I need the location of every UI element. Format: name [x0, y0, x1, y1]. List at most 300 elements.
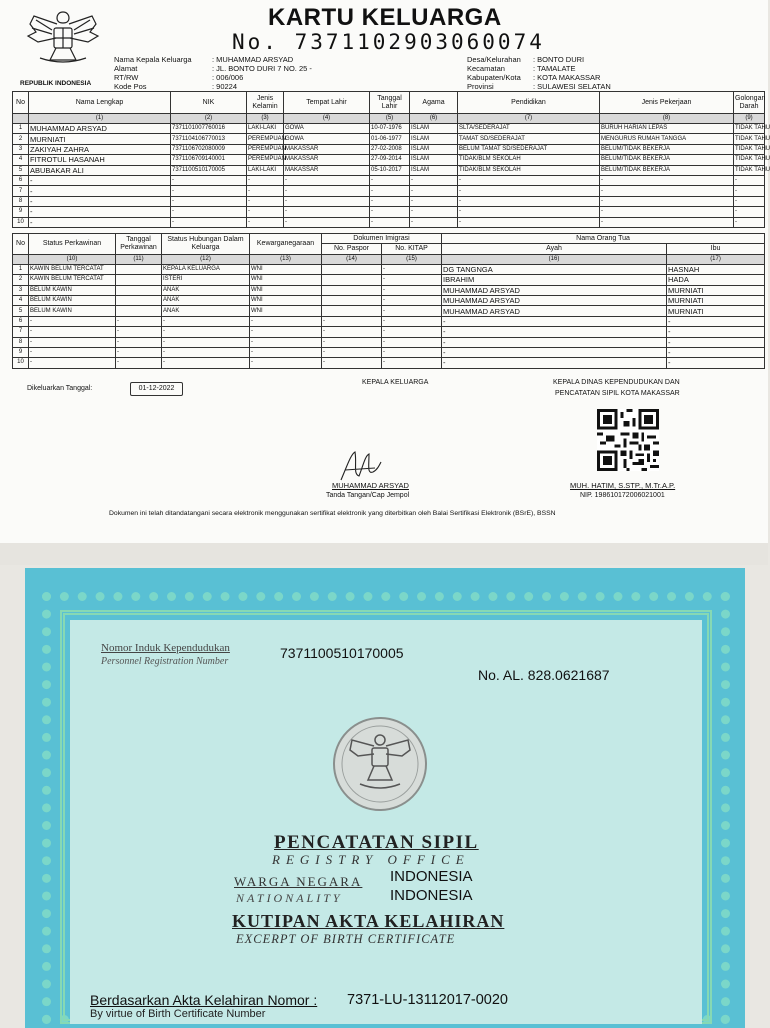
nik-label: Nomor Induk Kependudukan	[101, 642, 230, 654]
table-cell: 6	[13, 175, 29, 185]
col-number: (4)	[284, 114, 370, 124]
garuda-seal-icon	[330, 714, 430, 814]
field-value: : 90224	[212, 82, 238, 91]
table-cell: -	[600, 196, 734, 206]
table-cell: -	[162, 337, 250, 347]
table-cell: WNI	[250, 275, 322, 285]
table-cell: -	[370, 175, 410, 185]
table-cell: ZAKIYAH ZAHRA	[29, 144, 171, 154]
table-cell: -	[116, 337, 162, 347]
table-cell: 9	[13, 207, 29, 217]
col-number: (13)	[250, 254, 322, 264]
table-row	[13, 175, 765, 185]
official-name: MUH. HATIM, S.STP., M.Tr.A.P.	[570, 481, 676, 490]
table-cell: -	[410, 207, 458, 217]
table-row	[13, 144, 765, 154]
issued-label: Dikeluarkan Tanggal:	[27, 385, 93, 392]
table-cell: -	[382, 358, 442, 368]
table-cell: GOWA	[284, 134, 370, 144]
field-label: Nama Kepala Keluarga	[114, 55, 192, 64]
table-cell: -	[116, 347, 162, 357]
table-cell: TIDAK TAHU	[734, 124, 765, 134]
republic-label: REPUBLIK INDONESIA	[20, 80, 92, 87]
col-number: (5)	[370, 114, 410, 124]
table-cell: 27-09-2014	[370, 155, 410, 165]
table-row	[13, 275, 765, 285]
table-cell: -	[247, 217, 284, 227]
col-header: Golongan Darah	[734, 92, 765, 114]
table-cell	[322, 275, 382, 285]
table-cell: -	[600, 186, 734, 196]
akta-number: 7371-LU-13112017-0020	[347, 992, 508, 1008]
table-cell: IBRAHIM	[442, 275, 667, 285]
col-header: No	[13, 92, 29, 114]
official-nip: NIP. 198610172006021001	[580, 492, 665, 499]
table-cell: 5	[13, 165, 29, 175]
al-number: No. AL. 828.0621687	[478, 667, 610, 683]
table-cell: -	[370, 207, 410, 217]
table-cell: MUHAMMAD ARSYAD	[442, 295, 667, 305]
header-right-labels	[467, 55, 537, 91]
table-row	[13, 295, 765, 305]
table-cell: -	[458, 217, 600, 227]
table-cell: 2	[13, 134, 29, 144]
table-cell: -	[734, 196, 765, 206]
table-cell: TIDAK TAHU	[734, 155, 765, 165]
table-cell: -	[370, 186, 410, 196]
col-header: Tempat Lahir	[284, 92, 370, 114]
kutipan-title: KUTIPAN AKTA KELAHIRAN	[232, 911, 505, 931]
table-cell: KAWIN BELUM TERCATAT	[29, 275, 116, 285]
nik-value: 7371100510170005	[280, 645, 404, 661]
table-cell	[116, 295, 162, 305]
col-header-paspor: No. Paspor	[322, 244, 382, 254]
table-cell	[116, 306, 162, 316]
table-cell: -	[382, 306, 442, 316]
table-cell: -	[382, 337, 442, 347]
table-cell: SLTA/SEDERAJAT	[458, 124, 600, 134]
table-cell: -	[667, 347, 765, 357]
field-value: : 006/006	[212, 73, 244, 82]
table-cell: BURUH HARIAN LEPAS	[600, 124, 734, 134]
table-cell: -	[284, 196, 370, 206]
col-header: Nama Lengkap	[29, 92, 171, 114]
col-header-tanggal: Tanggal Perkawinan	[116, 234, 162, 255]
table-cell: -	[442, 327, 667, 337]
table-cell: 9	[13, 347, 29, 357]
table-cell: BELUM/TIDAK BEKERJA	[600, 165, 734, 175]
table-cell: -	[734, 217, 765, 227]
table-cell: -	[247, 186, 284, 196]
table-cell: -	[370, 217, 410, 227]
table-cell: -	[116, 327, 162, 337]
table-cell: -	[322, 337, 382, 347]
table-cell: -	[162, 316, 250, 326]
table-cell: -	[162, 358, 250, 368]
table-cell: WNI	[250, 264, 322, 274]
table-cell: -	[162, 327, 250, 337]
col-header: NIK	[171, 92, 247, 114]
garuda-emblem-icon	[22, 6, 104, 68]
table-cell: ISLAM	[410, 165, 458, 175]
table-row	[13, 155, 765, 165]
table-cell: 05-10-2017	[370, 165, 410, 175]
field-label: Alamat	[114, 64, 138, 73]
table-cell: MENGURUS RUMAH TANGGA	[600, 134, 734, 144]
table-row	[13, 316, 765, 326]
col-header-kitap: No. KITAP	[382, 244, 442, 254]
table-cell: ISTERI	[162, 275, 250, 285]
table-cell: -	[410, 196, 458, 206]
table-cell: 3	[13, 144, 29, 154]
table-cell: TAMAT SD/SEDERAJAT	[458, 134, 600, 144]
signature-icon	[335, 446, 385, 486]
table-row	[13, 165, 765, 175]
table-cell: 1	[13, 264, 29, 274]
table-cell: -	[250, 316, 322, 326]
table-cell: BELUM KAWIN	[29, 306, 116, 316]
table-cell: BELUM/TIDAK BEKERJA	[600, 144, 734, 154]
field-value: : JL. BONTO DURI 7 NO. 25 -	[212, 64, 312, 73]
table-cell: -	[29, 347, 116, 357]
table-cell: 27-02-2008	[370, 144, 410, 154]
table-cell: -	[382, 275, 442, 285]
table-cell: LAKI-LAKI	[247, 124, 284, 134]
table-cell: MUHAMMAD ARSYAD	[442, 306, 667, 316]
table-row	[13, 207, 765, 217]
warga-label: WARGA NEGARA	[234, 874, 363, 889]
col-number: (3)	[247, 114, 284, 124]
table-cell: -	[667, 337, 765, 347]
nik-label-en: Personnel Registration Number	[101, 656, 229, 667]
col-number: (9)	[734, 114, 765, 124]
table-cell: PEREMPUAN	[247, 134, 284, 144]
table-cell: -	[382, 295, 442, 305]
table-row	[13, 337, 765, 347]
header-left-values	[212, 55, 412, 91]
col-header: Jenis Pekerjaan	[600, 92, 734, 114]
table-cell: KEPALA KELUARGA	[162, 264, 250, 274]
table-cell: TIDAK/BLM SEKOLAH	[458, 165, 600, 175]
table-cell: ANAK	[162, 295, 250, 305]
field-value: : BONTO DURI	[533, 55, 585, 64]
field-value: : TAMALATE	[533, 64, 576, 73]
table-cell: -	[162, 347, 250, 357]
table-cell: -	[247, 196, 284, 206]
field-value: : MUHAMMAD ARSYAD	[212, 55, 294, 64]
table-cell: ISLAM	[410, 124, 458, 134]
table-cell: -	[284, 186, 370, 196]
table-cell: -	[734, 175, 765, 185]
col-header-no: No	[13, 234, 29, 255]
table-cell	[116, 264, 162, 274]
footer-note: Dokumen ini telah ditandatangani secara elektronik menggunakan sertifikat elektronik yang diterbitkan oleh Balai Sertifikasi Elektronik (BSrE), BSSN	[109, 510, 556, 517]
table-cell: TIDAK/BLM SEKOLAH	[458, 155, 600, 165]
family-members-table	[12, 91, 770, 228]
table-cell: -	[29, 217, 171, 227]
col-header-status: Status Perkawinan	[29, 234, 116, 255]
field-label: RT/RW	[114, 73, 139, 82]
table-cell: 10-07-1976	[370, 124, 410, 134]
table-cell: -	[442, 316, 667, 326]
table-cell: -	[600, 207, 734, 217]
kepala-keluarga-label: KEPALA KELUARGA	[362, 379, 429, 386]
table-cell: ANAK	[162, 285, 250, 295]
table-cell: KAWIN BELUM TERCATAT	[29, 264, 116, 274]
table-cell: -	[370, 196, 410, 206]
table-cell: ISLAM	[410, 155, 458, 165]
table-cell: -	[250, 347, 322, 357]
table-cell: WNI	[250, 306, 322, 316]
col-number: (12)	[162, 254, 250, 264]
table-cell: -	[171, 175, 247, 185]
table-cell: -	[734, 186, 765, 196]
col-header: Pendidikan	[458, 92, 600, 114]
family-status-table	[12, 233, 765, 369]
table-cell	[116, 275, 162, 285]
table-cell: -	[667, 358, 765, 368]
table-row	[13, 327, 765, 337]
table-cell: -	[410, 186, 458, 196]
field-label: Desa/Kelurahan	[467, 55, 521, 64]
table-cell: -	[442, 358, 667, 368]
table-cell: DG TANGNGA	[442, 264, 667, 274]
table-cell: ISLAM	[410, 144, 458, 154]
table-row	[13, 196, 765, 206]
table-cell: -	[29, 175, 171, 185]
table-row	[13, 124, 765, 134]
kk-number: No. 7371102903060074	[232, 30, 545, 54]
table-cell: 7371100510170005	[171, 165, 247, 175]
col-header-hubungan: Status Hubungan Dalam Keluarga	[162, 234, 250, 255]
table-cell: -	[442, 347, 667, 357]
kepala-name: MUHAMMAD ARSYAD	[332, 481, 409, 490]
table-cell: -	[600, 217, 734, 227]
table-cell: -	[171, 207, 247, 217]
table-cell: -	[250, 358, 322, 368]
table-cell: -	[322, 316, 382, 326]
table-cell: -	[458, 186, 600, 196]
table-cell: -	[322, 347, 382, 357]
table-cell: -	[29, 316, 116, 326]
table-row	[13, 285, 765, 295]
table-cell: 01-06-1977	[370, 134, 410, 144]
table-cell: BELUM KAWIN	[29, 295, 116, 305]
table-cell	[322, 306, 382, 316]
table-cell: -	[116, 316, 162, 326]
table-row	[13, 358, 765, 368]
table-cell: -	[284, 175, 370, 185]
table-cell	[322, 285, 382, 295]
table-cell: -	[284, 207, 370, 217]
table-cell: 10	[13, 217, 29, 227]
table-cell: 7371104106770013	[171, 134, 247, 144]
table-cell: MAKASSAR	[284, 165, 370, 175]
table-row	[13, 186, 765, 196]
table-cell: 2	[13, 275, 29, 285]
col-number: (11)	[116, 254, 162, 264]
table-cell: MURNIATI	[667, 285, 765, 295]
table-cell	[322, 295, 382, 305]
table-cell: PEREMPUAN	[247, 155, 284, 165]
col-header: Jenis Kelamin	[247, 92, 284, 114]
issued-date: 01-12-2022	[130, 382, 183, 396]
table-cell: ISLAM	[410, 134, 458, 144]
col-number	[13, 254, 29, 264]
col-number: (16)	[442, 254, 667, 264]
field-label: Provinsi	[467, 82, 494, 91]
field-label: Kabupaten/Kota	[467, 73, 521, 82]
table-cell: BELUM KAWIN	[29, 285, 116, 295]
by-virtue-label: By virtue of Birth Certificate Number	[90, 1008, 266, 1020]
field-value: : KOTA MAKASSAR	[533, 73, 601, 82]
nationality-label: NATIONALITY	[236, 891, 343, 905]
kutipan-title-en: EXCERPT OF BIRTH CERTIFICATE	[236, 932, 456, 946]
col-header-ortu: Nama Orang Tua	[442, 234, 765, 244]
signature-label: Tanda Tangan/Cap Jempol	[326, 492, 410, 499]
table-cell: -	[667, 316, 765, 326]
table-cell: MAKASSAR	[284, 144, 370, 154]
table-cell: -	[247, 175, 284, 185]
table-cell: 8	[13, 196, 29, 206]
table-cell: -	[29, 186, 171, 196]
table-cell: -	[382, 327, 442, 337]
table-cell: MAKASSAR	[284, 155, 370, 165]
col-header-ibu: Ibu	[667, 244, 765, 254]
col-header-kewarganegaraan: Kewarganegaraan	[250, 234, 322, 255]
table-cell: WNI	[250, 295, 322, 305]
table-cell: -	[116, 358, 162, 368]
dinas-line-1: KEPALA DINAS KEPENDUDUKAN DAN	[553, 379, 680, 386]
table-cell: -	[322, 358, 382, 368]
table-cell: -	[458, 196, 600, 206]
table-cell: -	[322, 327, 382, 337]
table-cell: 7371106702080009	[171, 144, 247, 154]
table-cell: ABUBAKAR ALI	[29, 165, 171, 175]
table-cell: -	[734, 207, 765, 217]
table-cell: -	[382, 285, 442, 295]
table-cell: -	[667, 327, 765, 337]
field-label: Kecamatan	[467, 64, 505, 73]
table-row	[13, 306, 765, 316]
col-header-dokumen: Dokumen Imigrasi	[322, 234, 442, 244]
col-number: (10)	[29, 254, 116, 264]
table-cell: 5	[13, 306, 29, 316]
table-cell: MUHAMMAD ARSYAD	[442, 285, 667, 295]
table-cell: GOWA	[284, 124, 370, 134]
table-cell: FITROTUL HASANAH	[29, 155, 171, 165]
header-left-labels	[114, 55, 214, 91]
table-cell: 1	[13, 124, 29, 134]
header-right-values	[533, 55, 683, 91]
table-cell: -	[171, 217, 247, 227]
table-cell: -	[29, 207, 171, 217]
table-cell: MUHAMMAD ARSYAD	[29, 124, 171, 134]
col-number: (17)	[667, 254, 765, 264]
table-cell: 6	[13, 316, 29, 326]
col-number: (14)	[322, 254, 382, 264]
table-cell: -	[250, 327, 322, 337]
table-cell: MURNIATI	[29, 134, 171, 144]
table-cell: 10	[13, 358, 29, 368]
nationality-value: INDONESIA	[390, 887, 473, 904]
table-cell: -	[247, 207, 284, 217]
table-cell: HASNAH	[667, 264, 765, 274]
table-cell: -	[410, 217, 458, 227]
table-cell: -	[458, 175, 600, 185]
table-cell: -	[29, 358, 116, 368]
warga-value: INDONESIA	[390, 868, 473, 885]
table-cell: PEREMPUAN	[247, 144, 284, 154]
table-cell: WNI	[250, 285, 322, 295]
col-number	[13, 114, 29, 124]
table-cell: 4	[13, 155, 29, 165]
table-cell: 7371101007760016	[171, 124, 247, 134]
table-cell: 7	[13, 186, 29, 196]
table-cell: ANAK	[162, 306, 250, 316]
table-cell: LAKI-LAKI	[247, 165, 284, 175]
office-title: PENCATATAN SIPIL	[274, 832, 479, 853]
table-row	[13, 264, 765, 274]
table-cell: -	[382, 316, 442, 326]
table-cell: TIDAK TAHU	[734, 144, 765, 154]
table-cell: -	[382, 347, 442, 357]
table-cell: -	[284, 217, 370, 227]
table-cell: -	[410, 175, 458, 185]
berdasarkan-label: Berdasarkan Akta Kelahiran Nomor :	[90, 992, 318, 1008]
table-cell	[116, 285, 162, 295]
col-number: (1)	[29, 114, 171, 124]
office-title-en: REGISTRY OFFICE	[272, 852, 470, 867]
table-cell: MURNIATI	[667, 295, 765, 305]
table-cell	[322, 264, 382, 274]
table-cell: -	[442, 337, 667, 347]
table-cell: -	[171, 186, 247, 196]
col-header-ayah: Ayah	[442, 244, 667, 254]
col-number: (15)	[382, 254, 442, 264]
table-cell: -	[29, 327, 116, 337]
table-cell: TIDAK TAHU	[734, 165, 765, 175]
col-number: (8)	[600, 114, 734, 124]
table-row	[13, 347, 765, 357]
table-cell: 3	[13, 285, 29, 295]
table-cell: -	[171, 196, 247, 206]
table-cell: -	[458, 207, 600, 217]
table-cell: -	[29, 337, 116, 347]
table-cell: 8	[13, 337, 29, 347]
table-cell: 4	[13, 295, 29, 305]
page-gap	[0, 543, 768, 565]
table-cell: -	[382, 264, 442, 274]
table-row	[13, 134, 765, 144]
table-cell: BELUM TAMAT SD/SEDERAJAT	[458, 144, 600, 154]
table-cell: -	[29, 196, 171, 206]
table-cell: 7	[13, 327, 29, 337]
qr-code-icon	[597, 409, 659, 471]
col-number: (6)	[410, 114, 458, 124]
table-cell: HADA	[667, 275, 765, 285]
table-row	[13, 217, 765, 227]
table-cell: BELUM/TIDAK BEKERJA	[600, 155, 734, 165]
col-number: (7)	[458, 114, 600, 124]
table-cell: MURNIATI	[667, 306, 765, 316]
table-cell: TIDAK TAHU	[734, 134, 765, 144]
document-title: KARTU KELUARGA	[268, 4, 502, 31]
col-header: Agama	[410, 92, 458, 114]
field-label: Kode Pos	[114, 82, 147, 91]
col-header: Tanggal Lahir	[370, 92, 410, 114]
table-cell: 7371106709140001	[171, 155, 247, 165]
